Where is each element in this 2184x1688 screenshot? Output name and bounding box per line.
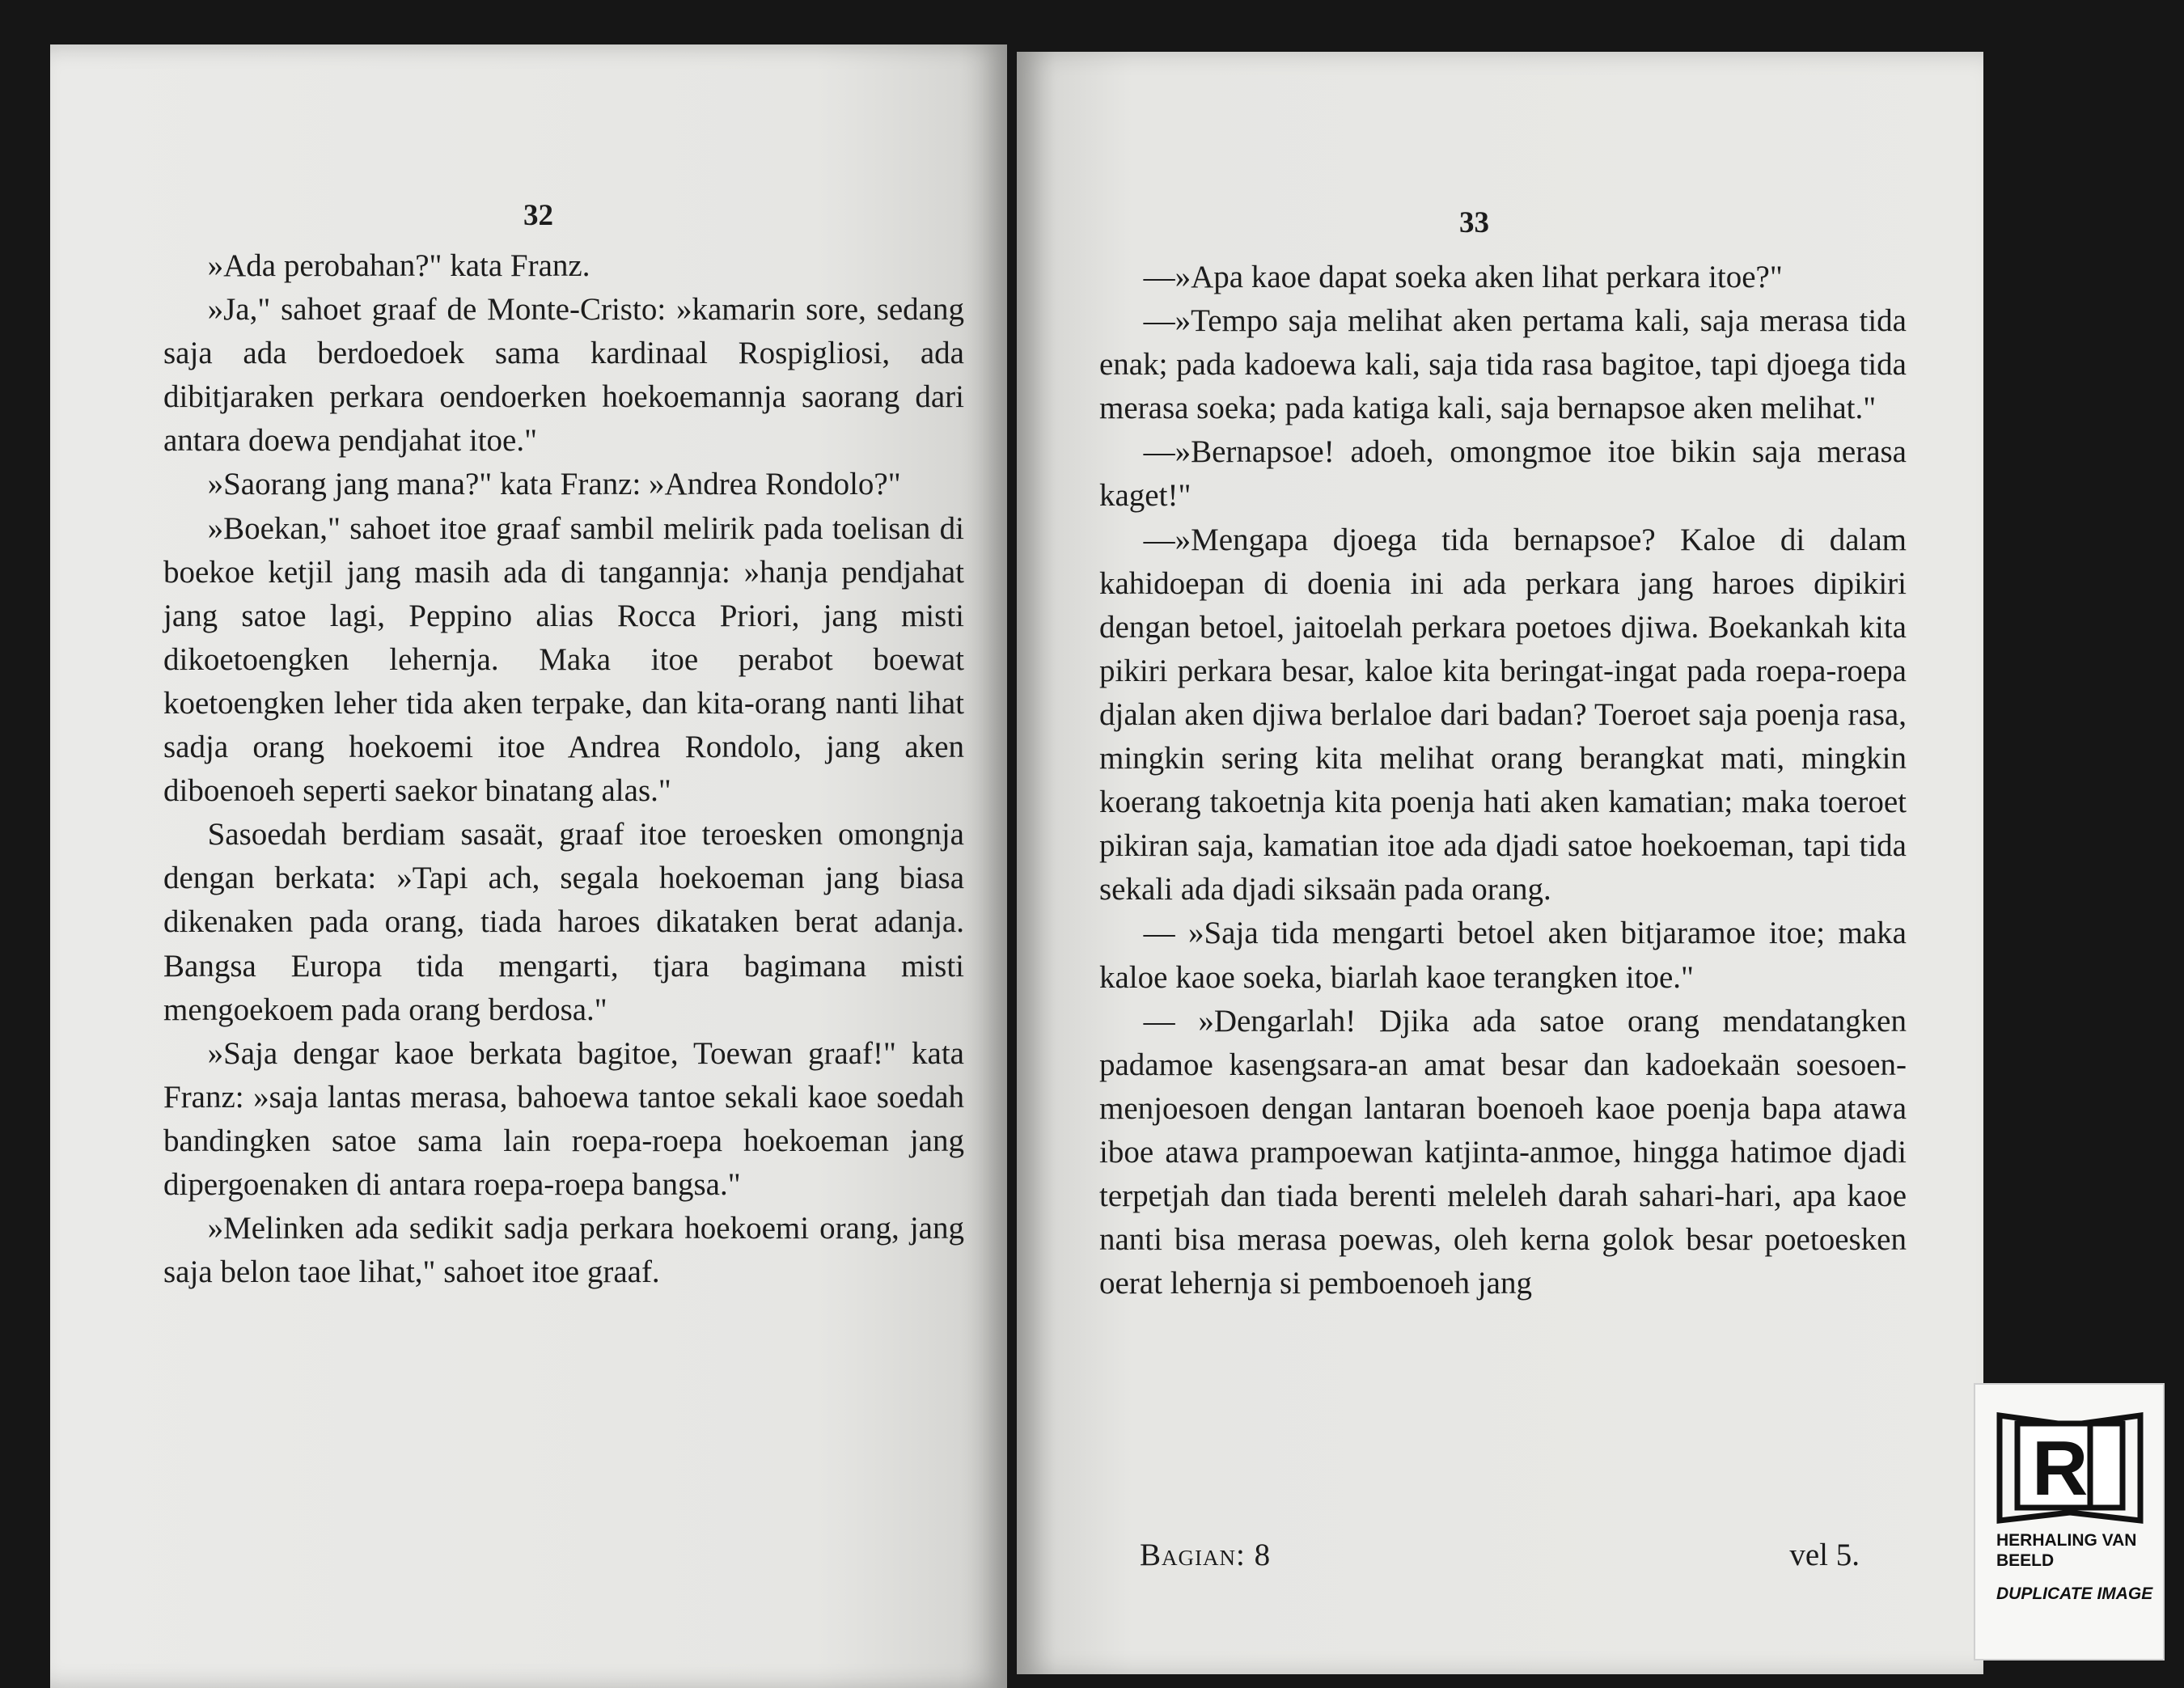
paragraph: — »Dengarlah! Djika ada satoe orang mendatangken padamoe kasengsara-an amat besar dan kadoekaän soesoen-menjoesoen dengan lantaran boenoeh kaoe poenja bapa atawa iboe atawa prampoewan katjinta-anmoe, hingga hatimoe djadi terpetjah dan tiada berenti meleleh darah sahari-hari, apa kaoe nanti bisa merasa poewas, oleh kerna golok besar poetoesken oerat lehernja si pemboenoeh jang — [1099, 1003, 1907, 1301]
left-page — [50, 44, 1007, 1688]
stamp-subcaption: DUPLICATE IMAGE — [1996, 1584, 2153, 1603]
paragraph: »Ja," sahoet graaf de Monte-Cristo: »kamarin sore, sedang saja ada berdoedoek sama kardinaal Rospigliosi, ada dibitjaraken perkara oendoerken hoekoemannja saorang dari antara doewa pendjahat itoe." — [163, 292, 964, 459]
paragraph: —»Tempo saja melihat aken pertama kali, saja merasa tida enak; pada kadoewa kali, saja tida rasa bagitoe, tapi djoega tida merasa soeka; pada katiga kali, saja bernapsoe aken melihat." — [1099, 303, 1907, 426]
duplicate-image-stamp — [1974, 1383, 2165, 1661]
paragraph: —»Mengapa djoega tida bernapsoe? Kaloe di dalam kahidoepan di doenia ini ada perkara jang haroes dipikiri dengan betoel, jaitoelah perkara poetoes djiwa. Boekankah kita pikiri perkara besar, kaloe kita beringat-ingat pada roepa-roepa djalan aken djiwa berlaloe dari badan? Toeroet saja poenja rasa, mingkin sering kita melihat orang berangkat mati, mingkin koerang takoetnja kita poenja hati aken kamatian; maka toeroet pikiran saja, kamatian itoe ada djadi satoe hoekoeman, tapi tida sekali ada djadi siksaän pada orang. — [1099, 522, 1907, 907]
page-number: 33 — [1459, 206, 1489, 239]
paragraph: »Saja dengar kaoe berkata bagitoe, Toewan graaf!" kata Franz: »saja lantas merasa, bahoewa tantoe sekali kaoe soedah bandingken satoe sama lain roepa-roepa hoekoeman jang dipergoenaken di antara roepa-roepa bangsa." — [163, 1035, 964, 1202]
paragraph: —»Apa kaoe dapat soeka aken lihat perkara itoe?" — [1143, 260, 1783, 294]
stamp-caption: HERHALING VAN BEELD — [1996, 1531, 2137, 1570]
book-r-icon — [1993, 1399, 2147, 1529]
stamp-letter: R — [2032, 1425, 2089, 1512]
page-number: 32 — [523, 199, 553, 232]
paragraph: — »Saja tida mengarti betoel aken bitjaramoe itoe; maka kaloe kaoe soeka, biarlah kaoe terangken itoe." — [1099, 916, 1907, 995]
volume-mark: vel 5. — [1789, 1538, 1860, 1572]
page-body-text — [163, 244, 964, 1294]
signature-mark: Bagian: 8 — [1140, 1538, 1272, 1572]
paragraph: »Saorang jang mana?" kata Franz: »Andrea Rondolo?" — [207, 467, 901, 502]
paragraph: »Boekan," sahoet itoe graaf sambil melirik pada toelisan di boekoe ketjil jang masih ada di tangannja: »hanja pendjahat jang satoe lagi, Peppino alias Rocca Priori, jang misti dikoetoengken lehernja. Maka itoe perabot boewat koetoengken leher tida aken terpake, dan kita-orang nanti lihat sadja orang hoekoemi itoe Andrea Rondolo, jang aken diboenoeh seperti saekor binatang alas." — [163, 510, 964, 809]
page-body-text — [1099, 256, 1907, 1305]
paragraph: —»Bernapsoe! adoeh, omongmoe itoe bikin saja merasa kaget!" — [1099, 434, 1907, 514]
page-footer — [1140, 1537, 1860, 1573]
right-page — [1017, 52, 1983, 1674]
paragraph: »Melinken ada sedikit sadja perkara hoekoemi orang, jang saja belon taoe lihat," sahoet itoe graaf. — [163, 1211, 964, 1290]
paragraph: Sasoedah berdiam sasaät, graaf itoe teroesken omongnja dengan berkata: »Tapi ach, segala hoekoeman jang biasa dikenaken pada orang, tiada haroes dikataken berat adanja. Bangsa Europa tida mengarti, tjara bagimana misti mengoekoem pada orang berdosa." — [163, 817, 964, 1027]
paragraph: »Ada perobahan?" kata Franz. — [207, 248, 590, 283]
